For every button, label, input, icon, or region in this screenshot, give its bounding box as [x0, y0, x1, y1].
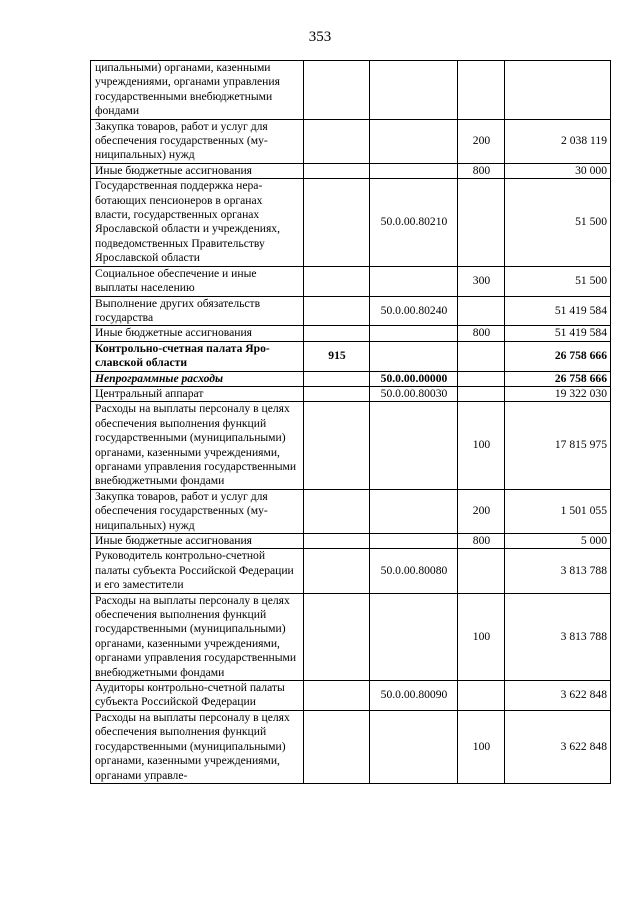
row-csr: 50.0.00.00000: [370, 371, 458, 386]
table-row: [91, 402, 611, 489]
row-csr: [370, 326, 458, 341]
row-name: Расходы на выплаты персоналу в целях обеспечения выполнения функций государственными (муниципальными) органами, казенными учреждениями, органами управле-: [91, 710, 304, 783]
table-row: [91, 681, 611, 711]
row-name: Иные бюджетные ассигнования: [91, 163, 304, 178]
row-csr: [370, 534, 458, 549]
row-vr: 100: [458, 710, 505, 783]
row-vr: 800: [458, 326, 505, 341]
row-name: Выполнение других обязательств государства: [91, 296, 304, 326]
row-vr: 300: [458, 266, 505, 296]
row-gr: [304, 296, 370, 326]
table-row: [91, 386, 611, 401]
table-row: [91, 593, 611, 680]
row-name: Центральный аппарат: [91, 386, 304, 401]
row-gr: [304, 710, 370, 783]
row-csr: [370, 710, 458, 783]
table-row: [91, 266, 611, 296]
row-sum: 3 622 848: [505, 681, 611, 711]
row-csr: [370, 402, 458, 489]
row-gr: [304, 163, 370, 178]
row-gr: [304, 326, 370, 341]
row-csr: 50.0.00.80090: [370, 681, 458, 711]
row-vr: [458, 341, 505, 371]
row-vr: [458, 61, 505, 120]
row-gr: [304, 534, 370, 549]
row-csr: [370, 266, 458, 296]
row-name: Социальное обеспечение и иные выплаты населению: [91, 266, 304, 296]
row-vr: [458, 179, 505, 266]
row-sum: 30 000: [505, 163, 611, 178]
row-name: Расходы на выплаты персоналу в целях обеспечения выполнения функций государственными (муниципальными) органами, казенными учреждениями, органами управления государственными внебюджетными фондами: [91, 593, 304, 680]
row-sum: 5 000: [505, 534, 611, 549]
table-row: [91, 549, 611, 593]
row-gr: [304, 119, 370, 163]
row-csr: [370, 341, 458, 371]
row-vr: 200: [458, 119, 505, 163]
row-csr: 50.0.00.80030: [370, 386, 458, 401]
row-gr: [304, 681, 370, 711]
row-gr: [304, 549, 370, 593]
table-row: [91, 341, 611, 371]
table-row: [91, 163, 611, 178]
row-vr: [458, 296, 505, 326]
row-sum: 3 813 788: [505, 549, 611, 593]
row-sum: 2 038 119: [505, 119, 611, 163]
budget-table: [90, 60, 611, 784]
row-vr: [458, 549, 505, 593]
table-row: [91, 326, 611, 341]
row-csr: [370, 163, 458, 178]
row-vr: [458, 386, 505, 401]
table-row: [91, 534, 611, 549]
row-sum: 26 758 666: [505, 371, 611, 386]
row-name: Иные бюджетные ассигнования: [91, 326, 304, 341]
row-name: ципальными) органами, казенными учреждениями, органами управления государственными внебюджетными фондами: [91, 61, 304, 120]
table-row: [91, 371, 611, 386]
table-row: [91, 296, 611, 326]
table-row: [91, 61, 611, 120]
row-gr: [304, 266, 370, 296]
row-name: Государственная поддержка неработающих пенсионеров в органах власти, государственных органах Ярославской области и учреждениях, подведомственных Правительству Ярославской области: [91, 179, 304, 266]
row-sum: 3 622 848: [505, 710, 611, 783]
row-name: Аудиторы контрольно-счетной палаты субъекта Российской Федерации: [91, 681, 304, 711]
row-vr: 800: [458, 163, 505, 178]
row-sum: 17 815 975: [505, 402, 611, 489]
row-csr: [370, 489, 458, 533]
row-gr: [304, 386, 370, 401]
row-csr: [370, 593, 458, 680]
row-csr: 50.0.00.80080: [370, 549, 458, 593]
table-row: [91, 179, 611, 266]
row-name: Руководитель контрольно-счетной палаты субъекта Российской Федерации и его заместители: [91, 549, 304, 593]
row-csr: 50.0.00.80210: [370, 179, 458, 266]
row-sum: 3 813 788: [505, 593, 611, 680]
table-row: [91, 710, 611, 783]
budget-table-body: [91, 61, 611, 784]
row-name: Расходы на выплаты персоналу в целях обеспечения выполнения функций государственными (муниципальными) органами, казенными учреждениями, органами управления государственными внебюджетными фондами: [91, 402, 304, 489]
row-name: Закупка товаров, работ и услуг для обеспечения государственных (муниципальных) нужд: [91, 119, 304, 163]
row-vr: [458, 371, 505, 386]
row-name: Иные бюджетные ассигнования: [91, 534, 304, 549]
row-vr: 800: [458, 534, 505, 549]
row-gr: [304, 179, 370, 266]
row-sum: 51 419 584: [505, 326, 611, 341]
row-vr: 200: [458, 489, 505, 533]
row-sum: 51 500: [505, 179, 611, 266]
row-csr: 50.0.00.80240: [370, 296, 458, 326]
row-gr: [304, 593, 370, 680]
row-gr: [304, 371, 370, 386]
row-vr: [458, 681, 505, 711]
table-row: [91, 489, 611, 533]
row-sum: 26 758 666: [505, 341, 611, 371]
row-name: Непрограммные расходы: [91, 371, 304, 386]
row-gr: [304, 61, 370, 120]
page-number: 353: [308, 29, 332, 45]
row-gr: 915: [304, 341, 370, 371]
row-sum: 19 322 030: [505, 386, 611, 401]
row-sum: [505, 61, 611, 120]
table-row: [91, 119, 611, 163]
row-sum: 1 501 055: [505, 489, 611, 533]
row-sum: 51 500: [505, 266, 611, 296]
row-gr: [304, 489, 370, 533]
row-sum: 51 419 584: [505, 296, 611, 326]
row-csr: [370, 61, 458, 120]
row-gr: [304, 402, 370, 489]
row-vr: 100: [458, 402, 505, 489]
row-name: Контрольно-счетная палата Ярославской области: [91, 341, 304, 371]
row-csr: [370, 119, 458, 163]
row-vr: 100: [458, 593, 505, 680]
row-name: Закупка товаров, работ и услуг для обеспечения государственных (муниципальных) нужд: [91, 489, 304, 533]
